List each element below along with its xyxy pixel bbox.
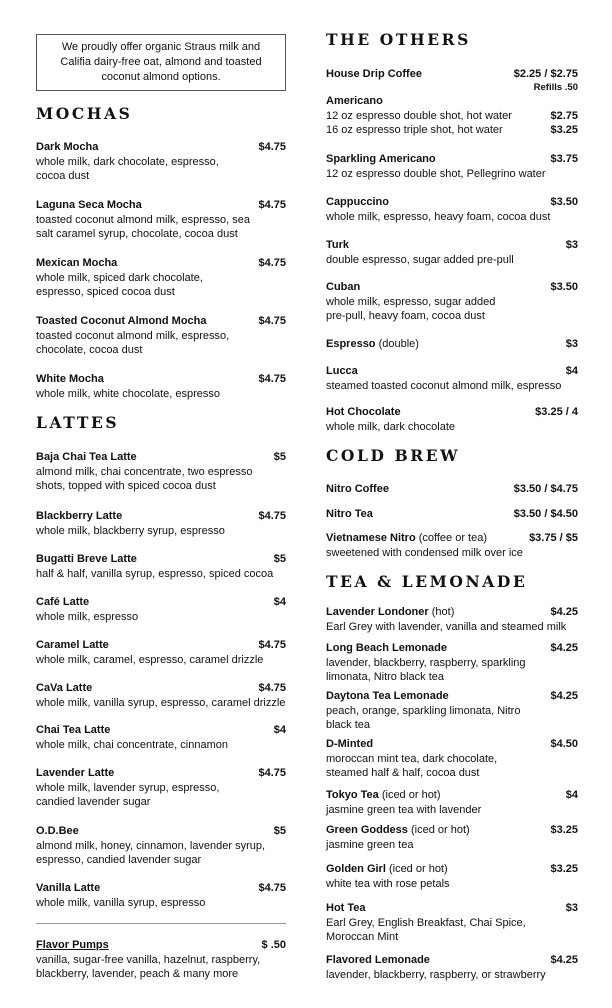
item-price: $4.75: [258, 639, 286, 651]
item-price: $4.75: [258, 510, 286, 522]
item-name-text: Long Beach Lemonade: [326, 642, 448, 654]
item-qualifier: (iced or hot): [385, 863, 448, 875]
item-desc: whole milk, espresso, heavy foam, cocoa dust: [326, 210, 551, 223]
item-price: $3: [565, 239, 578, 251]
item-desc: whole milk, vanilla syrup, espresso, caramel drizzle: [36, 696, 286, 709]
item-price: $2.75: [550, 109, 578, 122]
item-name: [326, 823, 470, 838]
item-price: $4.25: [550, 690, 578, 702]
menu-item: [326, 238, 578, 267]
item-price: $3: [565, 902, 578, 914]
item-name: Americano: [326, 95, 383, 107]
menu-item: [326, 482, 578, 497]
item-desc: double espresso, sugar added pre-pull: [326, 253, 514, 266]
item-price: $4.75: [258, 682, 286, 694]
menu-item: [326, 152, 578, 181]
menu-item: [326, 195, 578, 224]
item-desc: whole milk, chai concentrate, cinnamon: [36, 738, 228, 751]
milk-options-note: [36, 34, 286, 91]
item-name: Lucca: [326, 365, 358, 377]
menu-item: [326, 531, 578, 560]
item-name-text: Green Goddess: [326, 824, 408, 836]
item-desc: 12 oz espresso double shot, Pellegrino water: [326, 167, 546, 180]
item-price: $4.75: [258, 257, 286, 269]
item-desc: moroccan mint tea, dark chocolate, steamed half & half, cocoa dust: [326, 752, 498, 779]
menu-item: [326, 67, 578, 93]
item-price: $4.75: [258, 199, 286, 211]
item-price: $3.75 / $5: [529, 532, 578, 544]
item-name: Toasted Coconut Almond Mocha: [36, 315, 207, 327]
item-desc: whole milk, lavender syrup, espresso, candied lavender sugar: [36, 781, 220, 808]
item-price: $5: [273, 825, 286, 837]
item-desc: lavender, blackberry, raspberry, or strawberry: [326, 968, 546, 981]
item-name: Cappuccino: [326, 196, 389, 208]
section-title-others: THE OTHERS: [326, 30, 471, 49]
flavor-divider: [36, 923, 286, 924]
item-name-text: Tokyo Tea: [326, 789, 379, 801]
item-name-text: Vietnamese Nitro: [326, 532, 416, 544]
flavor-pumps-item: [36, 938, 286, 982]
item-price: $3.25: [550, 824, 578, 836]
item-name: Caramel Latte: [36, 639, 109, 651]
item-desc: whole milk, dark chocolate, espresso, cocoa dust: [36, 155, 219, 182]
item-name: Sparkling Americano: [326, 153, 436, 165]
item-desc: jasmine green tea with lavender: [326, 803, 482, 816]
item-qualifier: (coffee or tea): [415, 532, 488, 544]
item-price: $4: [565, 365, 578, 377]
item-name: [326, 901, 366, 916]
item-name: [326, 531, 487, 546]
menu-item: [36, 595, 286, 624]
item-name-text: Daytona Tea Lemonade: [326, 690, 449, 702]
item-desc: 12 oz espresso double shot, hot water: [326, 109, 512, 122]
item-desc: sweetened with condensed milk over ice: [326, 546, 523, 559]
menu-item: [36, 824, 286, 868]
item-price: $3.50: [550, 196, 578, 208]
refills-note: Refills .50: [533, 81, 578, 93]
item-name: Dark Mocha: [36, 141, 99, 153]
item-desc: jasmine green tea: [326, 838, 414, 851]
item-price: $4.75: [258, 315, 286, 327]
section-title-mochas: MOCHAS: [36, 104, 133, 123]
item-desc: whole milk, dark chocolate: [326, 420, 456, 433]
item-price: $5: [273, 553, 286, 565]
item-name: Chai Tea Latte: [36, 724, 111, 736]
item-name: House Drip Coffee: [326, 68, 422, 80]
menu-item: [326, 689, 578, 733]
section-title-cold-brew: COLD BREW: [326, 446, 461, 465]
item-desc: whole milk, spiced dark chocolate, espresso, spiced cocoa dust: [36, 271, 203, 298]
item-name: White Mocha: [36, 373, 104, 385]
item-price: $4.75: [258, 141, 286, 153]
menu-item: [326, 823, 578, 852]
menu-item: [326, 364, 578, 393]
menu-item: [36, 681, 286, 710]
item-name: O.D.Bee: [36, 825, 79, 837]
item-desc: half & half, vanilla syrup, espresso, spiced cocoa: [36, 567, 274, 580]
item-desc: steamed toasted coconut almond milk, espresso: [326, 379, 562, 392]
item-name: Nitro Tea: [326, 508, 373, 520]
menu-item: [36, 881, 286, 910]
item-desc: almond milk, chai concentrate, two espresso shots, topped with spiced cocoa dust: [36, 465, 253, 492]
item-name: CaVa Latte: [36, 682, 93, 694]
item-name: Flavor Pumps: [36, 939, 109, 951]
menu-item: [326, 605, 578, 634]
item-price: $5: [273, 451, 286, 463]
menu-item: [326, 901, 578, 945]
item-qualifier: (iced or hot): [378, 789, 441, 801]
item-desc: whole milk, white chocolate, espresso: [36, 387, 221, 400]
item-price: $4.25: [550, 606, 578, 618]
item-price: $3.25 / 4: [535, 406, 578, 418]
item-price: $4.75: [258, 882, 286, 894]
menu-item: [36, 198, 286, 242]
item-price: $4: [273, 724, 286, 736]
item-name: [326, 605, 454, 620]
item-price: $4.75: [258, 767, 286, 779]
item-desc: vanilla, sugar-free vanilla, hazelnut, raspberry, blackberry, lavender, peach & many more: [36, 953, 261, 980]
item-name: [326, 689, 449, 704]
item-name: Baja Chai Tea Latte: [36, 451, 137, 463]
menu-item: [326, 862, 578, 891]
item-name: [326, 788, 441, 803]
item-name: [326, 337, 419, 352]
item-name: Nitro Coffee: [326, 483, 389, 495]
menu-item: [36, 256, 286, 300]
item-name: [326, 862, 448, 877]
item-price: $3.25: [550, 124, 578, 136]
item-desc: lavender, blackberry, raspberry, sparkling limonata, Nitro black tea: [326, 656, 526, 683]
item-qualifier: (double): [375, 338, 419, 350]
section-title-lattes: LATTES: [36, 413, 120, 432]
item-desc: whole milk, espresso: [36, 610, 139, 623]
menu-item: [36, 509, 286, 538]
item-name: Vanilla Latte: [36, 882, 101, 894]
item-name-text: Lavender Londoner: [326, 606, 429, 618]
item-desc: almond milk, honey, cinnamon, lavender syrup, espresso, candied lavender sugar: [36, 839, 266, 866]
item-desc: Earl Grey, English Breakfast, Chai Spice, Moroccan Mint: [326, 916, 526, 943]
menu-item: [326, 953, 578, 982]
item-name-text: Espresso: [326, 338, 376, 350]
item-name: Café Latte: [36, 596, 90, 608]
item-price: $3.50 / $4.75: [513, 483, 578, 495]
item-price: $ .50: [261, 939, 286, 951]
item-name: Laguna Seca Mocha: [36, 199, 142, 211]
item-desc: Earl Grey with lavender, vanilla and steamed milk: [326, 620, 567, 633]
item-name-text: D-Minted: [326, 738, 374, 750]
item-price: $3: [565, 338, 578, 350]
menu-item: [36, 140, 286, 184]
menu-item: [326, 788, 578, 817]
item-name-text: Flavored Lemonade: [326, 954, 430, 966]
item-desc: white tea with rose petals: [326, 877, 450, 890]
item-price: $4.25: [550, 642, 578, 654]
item-name: Blackberry Latte: [36, 510, 123, 522]
item-price: $3.75: [550, 153, 578, 165]
item-price: $3.25: [550, 863, 578, 875]
item-name: [326, 641, 447, 656]
menu-item: [326, 641, 578, 685]
menu-item: [326, 405, 578, 434]
item-name-text: Hot Tea: [326, 902, 366, 914]
item-name: Mexican Mocha: [36, 257, 118, 269]
menu-item: [36, 450, 286, 494]
menu-item: [36, 766, 286, 810]
item-desc: whole milk, espresso, sugar added pre-pull, heavy foam, cocoa dust: [326, 295, 496, 322]
item-desc: 16 oz espresso triple shot, hot water: [326, 124, 503, 136]
item-name-text: Golden Girl: [326, 863, 386, 875]
menu-item: [326, 737, 578, 781]
menu-item: [36, 638, 286, 667]
section-title-tea-lemonade: TEA & LEMONADE: [326, 572, 528, 591]
item-qualifier: (iced or hot): [407, 824, 470, 836]
menu-item: [326, 507, 578, 522]
item-desc: peach, orange, sparkling limonata, Nitro black tea: [326, 704, 521, 731]
item-price: $3.50: [550, 281, 578, 293]
item-price: $4: [273, 596, 286, 608]
item-qualifier: (hot): [428, 606, 455, 618]
item-price: $4.50: [550, 738, 578, 750]
item-desc: whole milk, blackberry syrup, espresso: [36, 524, 225, 537]
item-price: $4.25: [550, 954, 578, 966]
menu-item: [36, 314, 286, 358]
item-name: Hot Chocolate: [326, 406, 401, 418]
item-name: [326, 737, 373, 752]
menu-item: [36, 552, 286, 581]
item-price: $4.75: [258, 373, 286, 385]
menu-item: [326, 94, 578, 138]
item-name: [326, 953, 430, 968]
item-desc: whole milk, vanilla syrup, espresso: [36, 896, 206, 909]
milk-options-text: We proudly offer organic Straus milk and Califia dairy-free oat, almond and toasted coconut almond options.: [60, 41, 262, 83]
menu-item: [36, 723, 286, 752]
item-price: $3.50 / $4.50: [513, 508, 578, 520]
item-name: Turk: [326, 239, 350, 251]
menu-item: [36, 372, 286, 401]
item-price: $4: [565, 789, 578, 801]
item-desc: toasted coconut almond milk, espresso, chocolate, cocoa dust: [36, 329, 230, 356]
menu-item: [326, 280, 578, 324]
item-name: Bugatti Breve Latte: [36, 553, 137, 565]
item-name: Lavender Latte: [36, 767, 115, 779]
item-desc: whole milk, caramel, espresso, caramel drizzle: [36, 653, 264, 666]
item-name: Cuban: [326, 281, 361, 293]
menu-item: [326, 337, 578, 352]
item-price: $2.25 / $2.75: [513, 68, 578, 80]
item-desc: toasted coconut almond milk, espresso, sea salt caramel syrup, chocolate, cocoa dust: [36, 213, 251, 240]
